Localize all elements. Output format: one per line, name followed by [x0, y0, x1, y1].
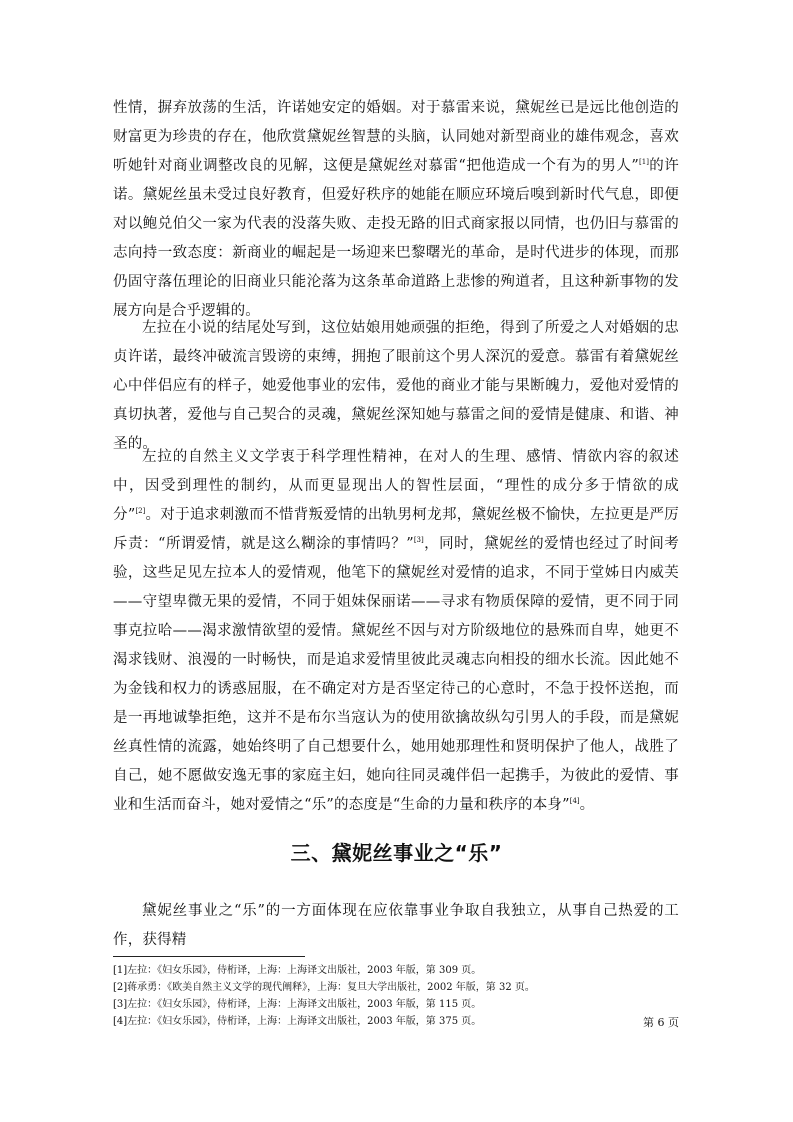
paragraph-1-text-a: 性情，摒弃放荡的生活，许诺她安定的婚姻。对于慕雷来说，黛妮丝已是远比他创造的财富更为珍贵的存在，他欣赏黛妮丝智慧的头脑，认同她对新型商业的雄伟观念，喜欢听她针对商业调整改良的见解，这便是黛妮丝对慕雷“把他造成一个有为的男人”: [113, 100, 679, 174]
footnote-ref-2[interactable]: [2]: [135, 507, 146, 516]
footnote-3: [3]左拉：《妇女乐园》，侍桁译，上海：上海译文出版社，2003 年版，第 115 页。: [113, 999, 482, 1010]
footnote-4: [4]左拉：《妇女乐园》，侍桁译，上海：上海译文出版社，2003 年版，第 375 页。: [113, 1016, 482, 1027]
paragraph-3-text-a: 左拉的自然主义文学衷于科学理性精神，在对人的生理、感情、情欲内容的叙述中，因受到理性的制约，从而更显现出人的智性层面，“理性的成分多于情欲的成分”: [113, 449, 679, 523]
paragraph-4-text: 黛妮丝事业之“乐”的一方面体现在应依靠事业争取自我独立，从事自己热爱的工作，获得精: [113, 903, 679, 948]
page-number: 第 6 页: [643, 1016, 679, 1029]
paragraph-3-text-b: 。对于追求刺激而不惜背叛爱情的出轨男柯龙邦，黛妮丝极不愉快，左拉更是严厉斥责：“所谓爱情，就是这么糊涂的事情吗？”: [113, 507, 679, 552]
paragraph-1-text-b: 的许诺。黛妮丝虽未受过良好教育，但爱好秩序的她能在顺应环境后嗅到新时代气息，即便对以鲍兑伯父一家为代表的没落失败、走投无路的旧式商家报以同情，也仍旧与慕雷的志向持一致态度：新商业的崛起是一场迎来巴黎曙光的革命，是时代进步的体现，而那仍固守落伍理论的旧商业只能沦落为这条革命道路上悲惨的殉道者，且这种新事物的发展方向是合乎逻辑的。: [113, 158, 679, 319]
footnote-ref-4[interactable]: [4]: [569, 797, 580, 806]
paragraph-3: [113, 443, 679, 820]
footnote-1: [1]左拉：《妇女乐园》，侍桁译，上海：上海译文出版社，2003 年版，第 309 页。: [113, 965, 482, 976]
footnote-ref-3[interactable]: [3]: [413, 536, 424, 545]
footnote-2: [2]蒋承勇：《欧美自然主义文学的现代阐释》，上海：复旦大学出版社，2002 年版，第 32 页。: [113, 982, 535, 993]
paragraph-3-text-d: 。: [579, 797, 595, 813]
paragraph-4: [113, 897, 679, 955]
paragraph-3-text-c: ，同时，黛妮丝的爱情也经过了时间考验，这些足见左拉本人的爱情观，他笔下的黛妮丝对爱情的追求，不同于堂姊日内威芙——守望卑微无果的爱情，不同于姐妹保丽诺——寻求有物质保障的爱情，更不同于同事克拉哈——渴求激情欲望的爱情。黛妮丝不因与对方阶级地位的悬殊而自卑，她更不渴求钱财、浪漫的一时畅快，而是追求爱情里彼此灵魂志向相投的细水长流。因此她不为金钱和权力的诱惑屈服，在不确定对方是否坚定待己的心意时，不急于投怀送抱，而是一再地诚挚拒绝，这并不是布尔当寇认为的使用欲擒故纵勾引男人的手段，而是黛妮丝真性情的流露，她始终明了自己想要什么，她用她那理性和贤明保护了他人，战胜了自己，她不愿做安逸无事的家庭主妇，她向往同灵魂伴侣一起携手，为彼此的爱情、事业和生活而奋斗，她对爱情之“乐”的态度是“生命的力量和秩序的本身”: [113, 536, 679, 813]
footnote-divider: [113, 956, 305, 957]
section-heading: 三、黛妮丝事业之“乐”: [290, 841, 503, 865]
footnote-ref-1[interactable]: [1]: [639, 158, 649, 167]
paragraph-1: [113, 94, 679, 326]
paragraph-2: [113, 314, 679, 459]
paragraph-2-text: 左拉在小说的结尾处写到，这位姑娘用她顽强的拒绝，得到了所爱之人对婚姻的忠贞许诺，最终冲破流言毁谤的束缚，拥抱了眼前这个男人深沉的爱意。慕雷有着黛妮丝心中伴侣应有的样子，她爱他事业的宏伟，爱他的商业才能与果断魄力，爱他对爱情的真切执著，爱他与自己契合的灵魂，黛妮丝深知她与慕雷之间的爱情是健康、和谐、神圣的。: [113, 320, 679, 452]
